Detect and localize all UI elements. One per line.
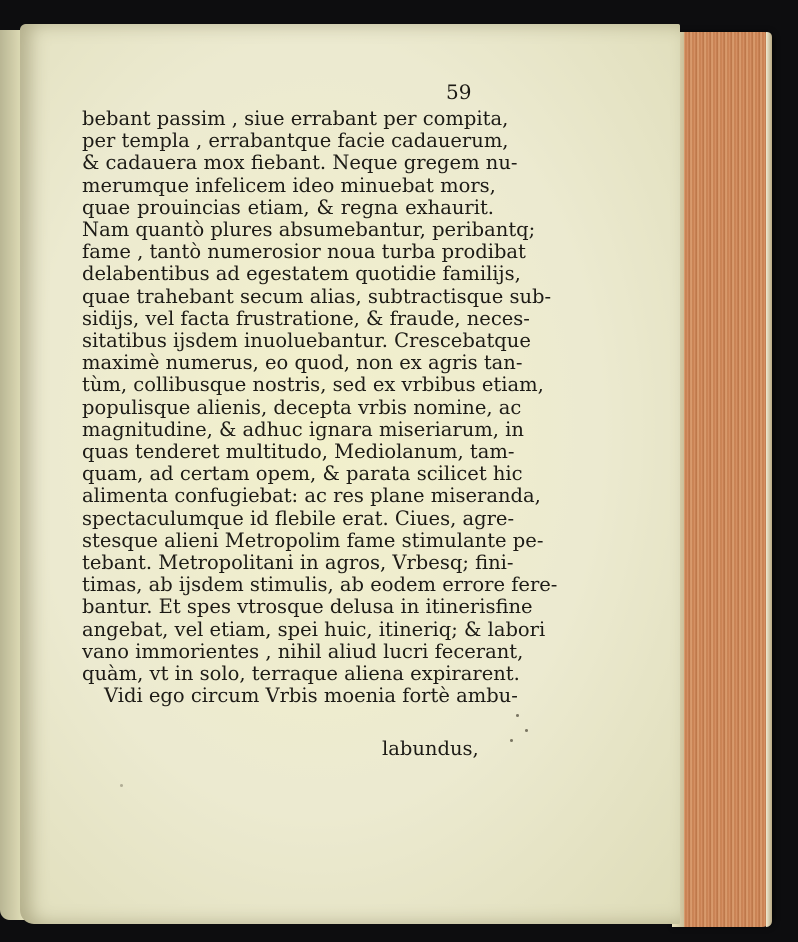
text-line: quam, ad certam opem, & parata scilicet hic xyxy=(82,462,523,486)
text-line: stesque alieni Metropolim fame stimulante pe- xyxy=(82,528,544,552)
text-line: populisque alienis, decepta vrbis nomine, ac xyxy=(82,395,522,419)
text-line: quas tenderet multitudo, Mediolanum, tam- xyxy=(82,440,515,464)
text-line: per templa , errabantque facie cadauerum, xyxy=(82,129,509,153)
text-line: bebant passim , siue errabant per compita, xyxy=(82,107,509,130)
text-line: tùm, collibusque nostris, sed ex vrbibus etiam, xyxy=(82,373,544,397)
text-line: magnitudine, & adhuc ignara miseriarum, in xyxy=(82,417,524,441)
text-line: quae trahebant secum alias, subtractisque sub- xyxy=(82,284,552,308)
text-line: maximè numerus, eo quod, non ex agris tan- xyxy=(82,351,523,375)
text-line: Nam quantò plures absumebantur, peribantq; xyxy=(82,218,536,242)
text-line: & cadauera mox fiebant. Neque gregem nu- xyxy=(82,151,518,175)
text-line: delabentibus ad egestatem quotidie familijs, xyxy=(82,262,521,286)
page-number: 59 xyxy=(446,80,472,104)
text-line: alimenta confugiebat: ac res plane miseranda, xyxy=(82,484,541,508)
paragraph-start-line: Vidi ego circum Vrbis moenia fortè ambu- xyxy=(104,684,518,708)
text-line: fame , tantò numerosior noua turba prodibat xyxy=(82,240,526,264)
text-line: sidijs, vel facta frustratione, & fraude, neces- xyxy=(82,306,530,330)
text-line: angebat, vel etiam, spei huic, itineriq; & labori xyxy=(82,617,546,641)
text-line: bantur. Et spes vtrosque delusa in itinerisfine xyxy=(82,595,533,619)
text-line: timas, ab ijsdem stimulis, ab eodem errore fere- xyxy=(82,573,558,597)
text-line: quàm, vt in solo, terraque aliena expirarent. xyxy=(82,662,520,686)
book-fore-edge xyxy=(672,32,772,927)
text-line: spectaculumque id flebile erat. Ciues, agre- xyxy=(82,506,515,530)
text-line: vano immorientes , nihil aliud lucri fecerant, xyxy=(82,639,524,663)
text-line: quae prouincias etiam, & regna exhaurit. xyxy=(82,195,494,219)
text-line: sitatibus ijsdem inuoluebantur. Crescebatque xyxy=(82,329,531,353)
body-text xyxy=(82,107,558,708)
catchword: labundus, xyxy=(382,737,479,760)
text-line: merumque infelicem ideo minuebat mors, xyxy=(82,173,496,197)
text-line: tebant. Metropolitani in agros, Vrbesq; fini- xyxy=(82,551,514,575)
